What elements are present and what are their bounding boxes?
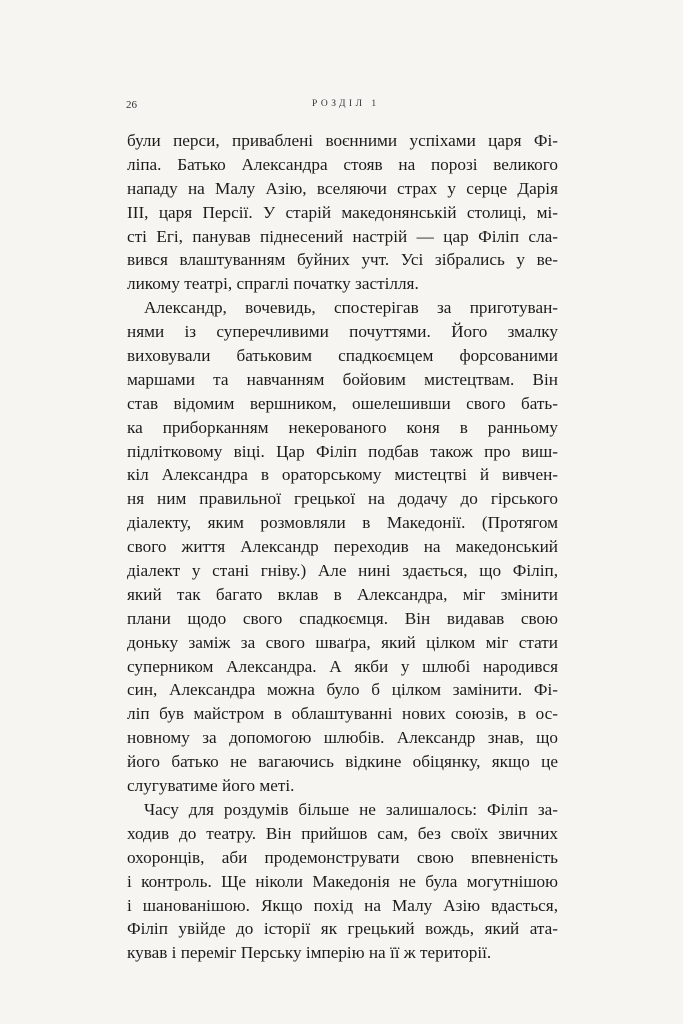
text-line: Александр, вочевидь, спостерігав за приготуван- xyxy=(144,298,558,318)
text-line: кіл Александра в ораторському мистецтві й вивчен- xyxy=(127,465,558,485)
text-line: і шанованішою. Якщо похід на Малу Азію вдасться, xyxy=(127,895,558,915)
text-line: син, Александра можна було б цілком замінити. Фі- xyxy=(127,680,558,700)
text-line: вився влаштуванням буйних учт. Усі зібрались у ве- xyxy=(127,250,558,270)
text-line: III, царя Персії. У старій македонянській столиці, мі- xyxy=(127,202,558,222)
text-line: став відомим вершником, ошелешивши свого бать- xyxy=(127,393,558,413)
paragraph xyxy=(127,798,558,965)
text-line: суперником Александра. А якби у шлюбі народився xyxy=(127,656,558,676)
text-line: виховували батьковим спадкоємцем форсованими xyxy=(127,346,558,366)
text-line: підлітковому віці. Цар Філіп подбав також про виш- xyxy=(127,441,558,461)
text-line: діалекту, яким розмовляли в Македонії. (Протягом xyxy=(127,513,558,533)
text-line: доньку заміж за свого шваґра, який цілком міг стати xyxy=(127,632,558,652)
chapter-title: РОЗДІЛ 1 xyxy=(312,99,380,109)
text-line: ліп був майстром в облаштуванні нових союзів, в ос- xyxy=(127,704,558,724)
text-line: плани щодо свого спадкоємця. Він видавав свою xyxy=(127,608,558,628)
text-line: нями із суперечливими почуттями. Його змалку xyxy=(127,322,558,342)
text-line: який так багато вклав в Александра, міг змінити xyxy=(127,584,558,604)
body-text xyxy=(127,129,558,965)
paragraph xyxy=(127,296,558,798)
text-line: маршами та навчанням бойовим мистецтвам. Він xyxy=(127,369,558,389)
text-line: його батько не вагаючись відкине обіцянку, якщо це xyxy=(127,752,558,772)
text-line: ня ним правильної грецької на додачу до гірського xyxy=(127,489,558,509)
text-line: і контроль. Ще ніколи Македонія не була могутнішою xyxy=(127,871,558,891)
text-line: свого життя Александр переходив на македонський xyxy=(127,537,558,557)
page-number: 26 xyxy=(126,99,137,111)
text-line: ка приборканням некерованого коня в ранньому xyxy=(127,417,558,437)
running-head xyxy=(126,99,556,115)
paragraph xyxy=(127,129,558,296)
text-line: ліпа. Батько Александра стояв на порозі великого xyxy=(127,154,558,174)
text-line: діалект у стані гніву.) Але нині здається, що Філіп, xyxy=(127,561,558,581)
text-line: Філіп увійде до історії як грецький вождь, який ата- xyxy=(127,919,558,939)
text-line: новному за допомогою шлюбів. Александр знав, що xyxy=(127,728,558,748)
text-line: охоронців, аби продемонструвати свою впевненість xyxy=(127,847,558,867)
text-line: ходив до театру. Він прийшов сам, без своїх звичних xyxy=(127,823,558,843)
text-line: нападу на Малу Азію, вселяючи страх у серце Дарія xyxy=(127,178,558,198)
text-line: сті Егі, панував піднесений настрій — цар Філіп сла- xyxy=(127,226,558,246)
text-line: ликому театрі, спраглі початку застілля. xyxy=(127,274,419,294)
text-line: були перси, приваблені воєнними успіхами царя Фі- xyxy=(127,131,558,150)
text-line: Часу для роздумів більше не залишалось: Філіп за- xyxy=(144,799,558,819)
text-line: слугуватиме його меті. xyxy=(127,776,295,796)
text-line: кував і переміг Перську імперію на її ж території. xyxy=(127,943,492,963)
